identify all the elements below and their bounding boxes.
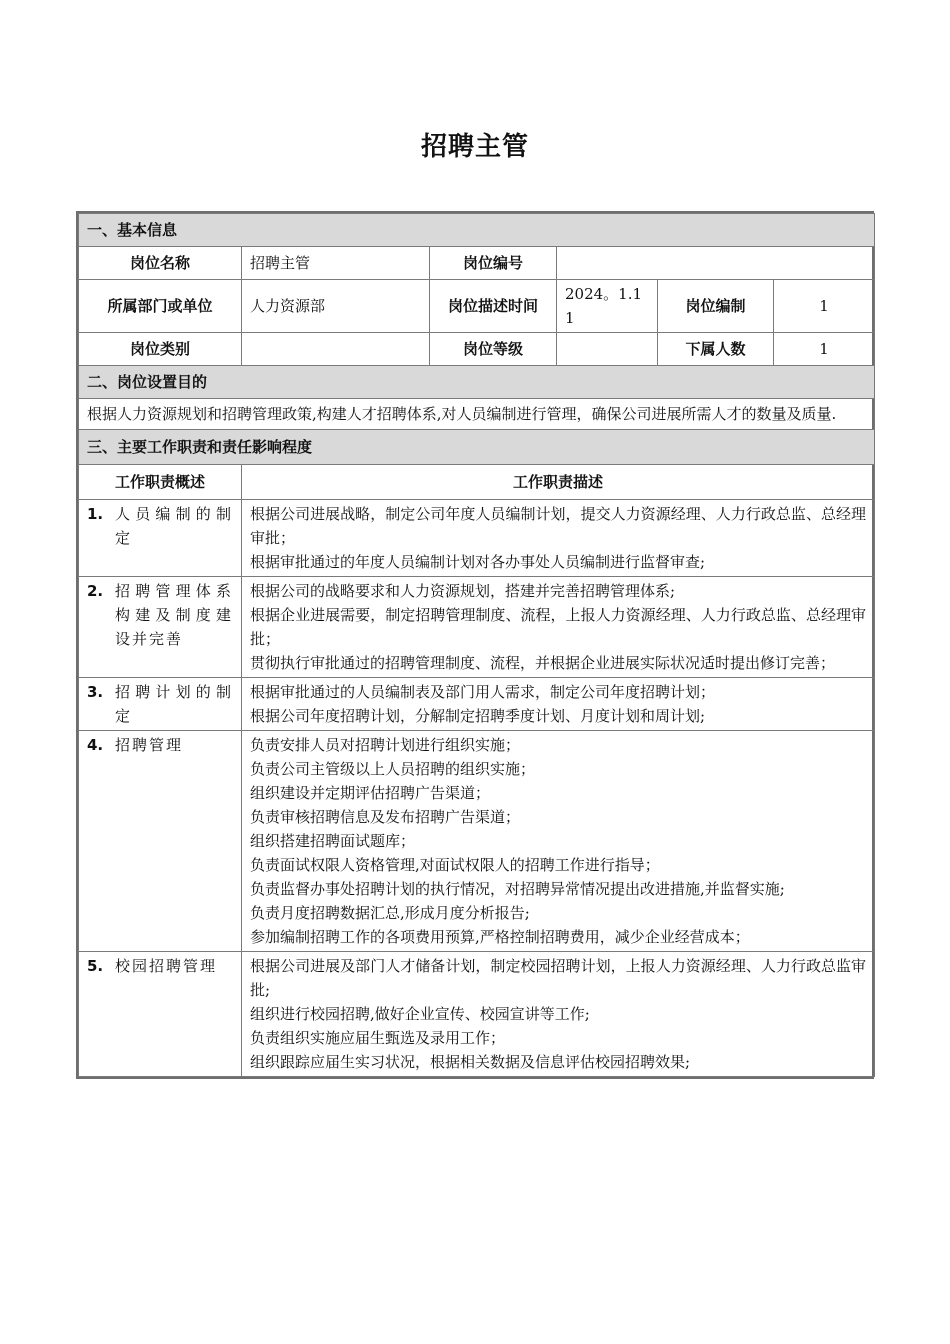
label-subordinates: 下属人数 bbox=[658, 333, 774, 366]
section-heading-basic-info: 一、基本信息 bbox=[79, 214, 875, 247]
duty-description-line: 组织建设并定期评估招聘广告渠道； bbox=[250, 784, 491, 802]
duty-summary-cell bbox=[79, 731, 242, 952]
duty-summary-cell bbox=[79, 500, 242, 577]
value-position-category bbox=[242, 333, 430, 366]
duty-row bbox=[79, 731, 875, 952]
duty-number: 4. bbox=[87, 736, 104, 754]
duty-summary: 招聘计划的制定 bbox=[115, 683, 233, 725]
label-position-category: 岗位类别 bbox=[79, 333, 242, 366]
duty-description-line: 根据公司年度招聘计划，分解制定招聘季度计划、月度计划和周计划; bbox=[250, 707, 706, 725]
section-heading-duties: 三、主要工作职责和责任影响程度 bbox=[79, 430, 875, 465]
duty-description-line: 贯彻执行审批通过的招聘管理制度、流程，并根据企业进展实际状况适时提出修订完善； bbox=[250, 654, 836, 672]
value-position-code bbox=[557, 247, 875, 280]
form-table bbox=[78, 213, 875, 1077]
duty-number: 3. bbox=[87, 683, 104, 701]
col-header-duty-summary: 工作职责概述 bbox=[79, 465, 242, 500]
duty-description-line: 根据审批通过的人员编制表及部门用人需求，制定公司年度招聘计划； bbox=[250, 683, 716, 701]
duty-row bbox=[79, 678, 875, 731]
duty-description-line: 组织搭建招聘面试题库； bbox=[250, 832, 416, 850]
duty-summary-cell bbox=[79, 577, 242, 678]
value-description-date: 2024。1.11 bbox=[557, 280, 658, 333]
duty-description-line: 组织进行校园招聘,做好企业宣传、校园宣讲等工作; bbox=[250, 1005, 590, 1023]
job-description-form bbox=[76, 211, 874, 1079]
value-department: 人力资源部 bbox=[242, 280, 430, 333]
duty-description-line: 负责监督办事处招聘计划的执行情况，对招聘异常情况提出改进措施,并监督实施; bbox=[250, 880, 785, 898]
section-heading-purpose: 二、岗位设置目的 bbox=[79, 366, 875, 399]
duty-description-line: 负责审核招聘信息及发布招聘广告渠道； bbox=[250, 808, 521, 826]
duty-description-line: 根据公司进展战略，制定公司年度人员编制计划，提交人力资源经理、人力行政总监、总经理审批； bbox=[250, 505, 867, 547]
duty-row bbox=[79, 577, 875, 678]
duty-description-line: 组织跟踪应届生实习状况，根据相关数据及信息评估校园招聘效果; bbox=[250, 1053, 691, 1071]
duty-summary: 招聘管理 bbox=[115, 736, 184, 754]
value-position-name: 招聘主管 bbox=[242, 247, 430, 280]
duty-description-line: 参加编制招聘工作的各项费用预算,严格控制招聘费用，减少企业经营成本； bbox=[250, 928, 750, 946]
value-subordinates: 1 bbox=[774, 333, 875, 366]
duty-description-line: 负责面试权限人资格管理,对面试权限人的招聘工作进行指导； bbox=[250, 856, 660, 874]
duties-body bbox=[79, 500, 875, 1077]
duty-summary: 校园招聘管理 bbox=[115, 957, 218, 975]
duty-description-line: 负责安排人员对招聘计划进行组织实施； bbox=[250, 736, 521, 754]
duty-number: 5. bbox=[87, 957, 104, 975]
duty-description-cell bbox=[242, 952, 875, 1077]
duty-row bbox=[79, 500, 875, 577]
label-headcount: 岗位编制 bbox=[658, 280, 774, 333]
duty-summary: 人员编制的制定 bbox=[115, 505, 233, 547]
duty-description-line: 负责公司主管级以上人员招聘的组织实施； bbox=[250, 760, 536, 778]
page-title: 招聘主管 bbox=[420, 132, 529, 162]
purpose-text: 根据人力资源规划和招聘管理政策,构建人才招聘体系,对人员编制进行管理，确保公司进展所需人才的数量及质量. bbox=[79, 399, 875, 430]
duty-summary-cell bbox=[79, 952, 242, 1077]
duty-description-cell bbox=[242, 500, 875, 577]
duty-description-cell bbox=[242, 731, 875, 952]
label-position-name: 岗位名称 bbox=[79, 247, 242, 280]
label-department: 所属部门或单位 bbox=[79, 280, 242, 333]
value-position-level bbox=[557, 333, 658, 366]
label-position-level: 岗位等级 bbox=[430, 333, 557, 366]
duty-row bbox=[79, 952, 875, 1077]
duty-number: 1. bbox=[87, 505, 104, 523]
duty-description-cell bbox=[242, 577, 875, 678]
duty-description-line: 负责组织实施应届生甄选及录用工作； bbox=[250, 1029, 506, 1047]
duty-description-line: 根据公司的战略要求和人力资源规划，搭建并完善招聘管理体系; bbox=[250, 582, 676, 600]
label-description-date: 岗位描述时间 bbox=[430, 280, 557, 333]
label-position-code: 岗位编号 bbox=[430, 247, 557, 280]
duty-description-cell bbox=[242, 678, 875, 731]
duty-description-line: 根据审批通过的年度人员编制计划对各办事处人员编制进行监督审查; bbox=[250, 553, 706, 571]
col-header-duty-description: 工作职责描述 bbox=[242, 465, 875, 500]
value-headcount: 1 bbox=[774, 280, 875, 333]
duty-summary-cell bbox=[79, 678, 242, 731]
duty-number: 2. bbox=[87, 582, 104, 600]
duty-description-line: 负责月度招聘数据汇总,形成月度分析报告; bbox=[250, 904, 530, 922]
duty-summary: 招聘管理体系构建及制度建设并完善 bbox=[115, 582, 233, 648]
duty-description-line: 根据企业进展需要，制定招聘管理制度、流程，上报人力资源经理、人力行政总监、总经理审批； bbox=[250, 606, 867, 648]
duty-description-line: 根据公司进展及部门人才储备计划，制定校园招聘计划，上报人力资源经理、人力行政总监审批; bbox=[250, 957, 867, 999]
